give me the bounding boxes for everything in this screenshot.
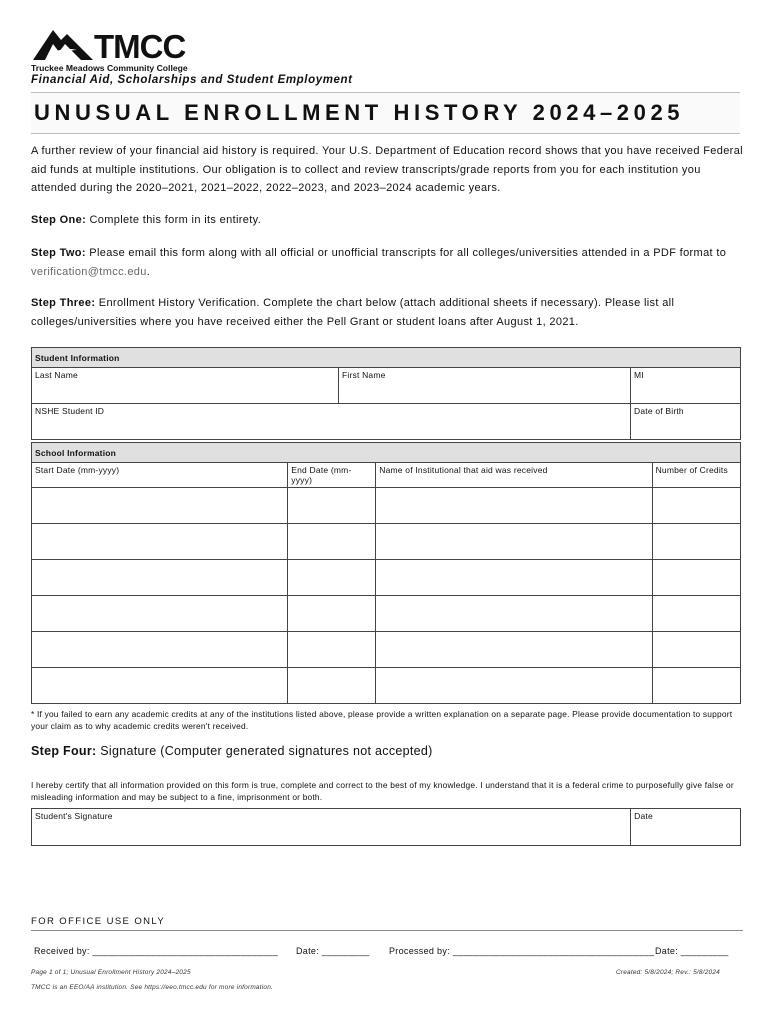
revision-footer: Created: 5/8/2024; Rev.: 5/8/2024 bbox=[615, 969, 720, 976]
processed-date-line: Date: _________ bbox=[655, 946, 729, 956]
end-date-cell[interactable] bbox=[288, 488, 376, 524]
office-use-label: FOR OFFICE USE ONLY bbox=[31, 916, 166, 927]
last-name-field[interactable]: Last Name bbox=[32, 368, 339, 404]
credits-footnote: * If you failed to earn any academic credits at any of the institutions listed above, please provide a written explanation on a separate page. Please provide documentation to support your claim as to why academic credits weren't received. bbox=[31, 709, 733, 731]
processed-by-line: Processed by: ______________________________________ bbox=[389, 946, 655, 956]
step-two-text: Please email this form along with all official or unofficial transcripts for all colleges/universities attended in a PDF format to bbox=[85, 247, 727, 259]
start-date-cell[interactable] bbox=[32, 668, 288, 704]
col-start-date: Start Date (mm-yyyy) bbox=[32, 463, 288, 488]
logo-subtitle: Truckee Meadows Community College bbox=[31, 63, 188, 73]
table-row bbox=[32, 488, 741, 524]
institution-cell[interactable] bbox=[376, 632, 652, 668]
step-two-end: . bbox=[146, 265, 151, 278]
school-info-table bbox=[31, 442, 741, 704]
credits-cell[interactable] bbox=[652, 632, 740, 668]
first-name-field[interactable]: First Name bbox=[339, 368, 631, 404]
received-by-line: Received by: ___________________________________ bbox=[34, 946, 279, 956]
step-three-text: Enrollment History Verification. Complete the chart below (attach additional sheets if necessary). Please list all colleges/universities where you have received either the Pell Grant or student loans after August 1, 2021. bbox=[31, 297, 675, 328]
nshe-id-field[interactable]: NSHE Student ID bbox=[32, 404, 631, 440]
end-date-cell[interactable] bbox=[288, 596, 376, 632]
institution-cell[interactable] bbox=[376, 524, 652, 560]
dob-field[interactable]: Date of Birth bbox=[631, 404, 741, 440]
office-divider bbox=[31, 930, 743, 931]
end-date-cell[interactable] bbox=[288, 524, 376, 560]
step-four-label: Step Four: bbox=[31, 744, 97, 758]
credits-cell[interactable] bbox=[652, 488, 740, 524]
institution-cell[interactable] bbox=[376, 596, 652, 632]
step-one-label: Step One: bbox=[31, 214, 87, 226]
end-date-cell[interactable] bbox=[288, 668, 376, 704]
institution-cell[interactable] bbox=[376, 668, 652, 704]
credits-cell[interactable] bbox=[652, 524, 740, 560]
start-date-cell[interactable] bbox=[32, 596, 288, 632]
table-row bbox=[32, 668, 741, 704]
institution-cell[interactable] bbox=[376, 560, 652, 596]
student-info-table bbox=[31, 347, 741, 440]
mi-field[interactable]: MI bbox=[631, 368, 741, 404]
logo-wordmark: TMCC bbox=[94, 28, 186, 65]
institution-cell[interactable] bbox=[376, 488, 652, 524]
table-row bbox=[32, 632, 741, 668]
step-one bbox=[31, 211, 743, 230]
received-date-line: Date: _________ bbox=[296, 946, 370, 956]
col-credits: Number of Credits bbox=[652, 463, 740, 488]
start-date-cell[interactable] bbox=[32, 524, 288, 560]
end-date-cell[interactable] bbox=[288, 632, 376, 668]
credits-cell[interactable] bbox=[652, 668, 740, 704]
step-two bbox=[31, 244, 743, 281]
step-four bbox=[31, 744, 433, 758]
col-end-date: End Date (mm-yyyy) bbox=[288, 463, 376, 488]
certification-statement: I hereby certify that all information provided on this form is true, complete and correct to the best of my knowledge. I understand that it is a federal crime to purposefully give false or misleading information and may be subject to a fine, imprisonment or both. bbox=[31, 780, 734, 802]
table-row bbox=[32, 560, 741, 596]
end-date-cell[interactable] bbox=[288, 560, 376, 596]
page-footer: Page 1 of 1; Unusual Enrollment History 2024–2025 bbox=[31, 969, 191, 976]
school-info-header: School Information bbox=[32, 443, 741, 463]
credits-cell[interactable] bbox=[652, 560, 740, 596]
signature-date-field[interactable]: Date bbox=[631, 809, 741, 846]
col-institution: Name of Institutional that aid was received bbox=[376, 463, 652, 488]
step-one-text: Complete this form in its entirety. bbox=[86, 214, 262, 226]
start-date-cell[interactable] bbox=[32, 488, 288, 524]
mountain-logo-icon bbox=[31, 26, 95, 62]
student-signature-field[interactable]: Student's Signature bbox=[32, 809, 631, 846]
page-title: UNUSUAL ENROLLMENT HISTORY 2024–2025 bbox=[34, 100, 685, 125]
start-date-cell[interactable] bbox=[32, 560, 288, 596]
eeo-footer: TMCC is an EEO/AA institution. See https://eeo.tmcc.edu for more information. bbox=[31, 984, 274, 991]
intro-paragraph: A further review of your financial aid history is required. Your U.S. Department of Education record shows that you have received Federal aid funds at multiple institutions. Our obligation is to collect and review transcripts/grade reports from you for each institution you attended during the 2020–2021, 2021–2022, 2022–2023, and 2023–2024 academic years. bbox=[31, 145, 743, 194]
tmcc-logo bbox=[31, 26, 213, 74]
step-three-label: Step Three: bbox=[31, 297, 96, 309]
credits-cell[interactable] bbox=[652, 596, 740, 632]
step-three bbox=[31, 294, 743, 331]
start-date-cell[interactable] bbox=[32, 632, 288, 668]
table-row bbox=[32, 524, 741, 560]
student-info-header: Student Information bbox=[32, 348, 741, 368]
table-row bbox=[32, 596, 741, 632]
step-two-label: Step Two: bbox=[31, 247, 86, 259]
signature-table bbox=[31, 808, 741, 846]
verification-email-link[interactable]: verification@tmcc.edu bbox=[31, 265, 147, 278]
step-four-text: Signature (Computer generated signatures not accepted) bbox=[96, 744, 433, 758]
department-name: Financial Aid, Scholarships and Student Employment bbox=[31, 74, 353, 86]
